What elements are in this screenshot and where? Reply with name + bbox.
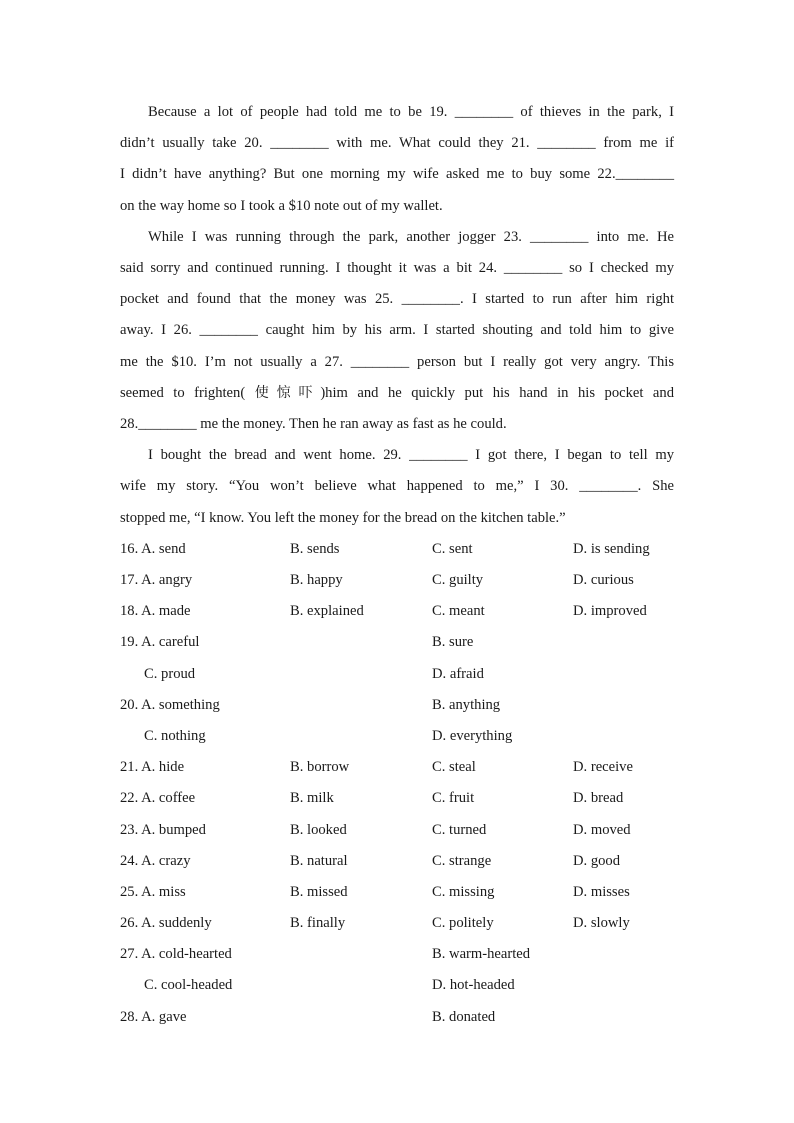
- question-row: [120, 565, 674, 596]
- option-b: B. happy: [290, 572, 343, 589]
- question-number: 27.: [120, 946, 139, 963]
- document-page: [120, 97, 674, 1033]
- option-b: B. sure: [432, 634, 474, 651]
- option-a: 27. A. cold-hearted: [120, 946, 232, 963]
- option-a: 20. A. something: [120, 696, 220, 713]
- option-d: D. moved: [573, 821, 631, 838]
- option-a: 21. A. hide: [120, 759, 185, 776]
- option-d: D. misses: [573, 883, 630, 900]
- question-row: [120, 752, 674, 783]
- option-a: 22. A. coffee: [120, 790, 196, 807]
- chinese-gloss: 使惊吓: [254, 384, 321, 401]
- option-c: C. proud: [144, 665, 196, 682]
- option-a: 19. A. careful: [120, 634, 200, 651]
- option-b: B. anything: [432, 696, 501, 713]
- question-number: 17.: [120, 572, 139, 589]
- question-number: 20.: [120, 696, 139, 713]
- question-row: [120, 970, 674, 1001]
- option-b: B. warm-hearted: [432, 946, 531, 963]
- question-number: 19.: [120, 634, 139, 651]
- option-b: B. finally: [290, 915, 346, 932]
- option-b: B. sends: [290, 540, 340, 557]
- question-number: 23.: [120, 821, 139, 838]
- passage-line: on the way home so I took a $10 note out of my wallet.: [120, 197, 443, 214]
- option-c: C. politely: [432, 915, 494, 932]
- passage: [120, 97, 674, 534]
- option-d: D. hot-headed: [432, 977, 515, 994]
- option-a: 23. A. bumped: [120, 821, 206, 838]
- question-row: [120, 815, 674, 846]
- passage-line: pocket and found that the money was 25. ________. I started to run after him right: [120, 291, 674, 308]
- question-row: [120, 721, 674, 752]
- question-row: [120, 939, 674, 970]
- option-d: D. receive: [573, 759, 633, 776]
- question-row: [120, 690, 674, 721]
- option-d: D. curious: [573, 572, 634, 589]
- option-b: B. explained: [290, 603, 364, 620]
- option-c: C. missing: [432, 883, 495, 900]
- option-c: C. fruit: [432, 790, 475, 807]
- passage-line: Because a lot of people had told me to be 19. ________ of thieves in the park, I: [148, 104, 674, 120]
- option-b: B. missed: [290, 883, 348, 900]
- question-row: [120, 1002, 674, 1033]
- option-b: B. looked: [290, 821, 347, 838]
- passage-line: [120, 378, 674, 409]
- option-b: B. donated: [432, 1008, 496, 1025]
- option-a: 25. A. miss: [120, 883, 186, 900]
- option-b: B. milk: [290, 790, 334, 807]
- option-c: C. strange: [432, 852, 492, 869]
- question-number: 25.: [120, 883, 139, 900]
- question-number: 24.: [120, 852, 139, 869]
- question-row: [120, 908, 674, 939]
- question-number: 21.: [120, 759, 139, 776]
- question-number: 26.: [120, 915, 139, 932]
- passage-line: I bought the bread and went home. 29. ________ I got there, I began to tell my: [148, 447, 674, 464]
- question-number: 18.: [120, 603, 139, 620]
- option-d: D. is sending: [573, 540, 650, 557]
- passage-line: away. I 26. ________ caught him by his arm. I started shouting and told him to give: [120, 322, 674, 339]
- answer-options: [120, 534, 674, 1033]
- option-c: C. cool-headed: [144, 977, 233, 994]
- option-b: B. natural: [290, 852, 348, 869]
- option-c: C. nothing: [144, 727, 206, 744]
- passage-line: didn’t usually take 20. ________ with me. What could they 21. ________ from me if: [120, 135, 674, 152]
- question-row: [120, 627, 674, 658]
- option-d: D. slowly: [573, 915, 630, 932]
- question-row: [120, 659, 674, 690]
- passage-text: )him and he quickly put his hand in his pocket and: [320, 384, 675, 401]
- option-a: 28. A. gave: [120, 1008, 187, 1025]
- question-row: [120, 596, 674, 627]
- option-a: 16. A. send: [120, 540, 186, 557]
- option-d: D. afraid: [432, 665, 484, 682]
- option-d: D. good: [573, 852, 621, 869]
- question-number: 16.: [120, 540, 139, 557]
- question-number: 22.: [120, 790, 139, 807]
- passage-line: While I was running through the park, another jogger 23. ________ into me. He: [148, 228, 674, 245]
- question-number: 28.: [120, 1008, 139, 1025]
- option-d: D. everything: [432, 727, 513, 744]
- option-c: C. turned: [432, 821, 487, 838]
- option-c: C. meant: [432, 603, 485, 620]
- passage-line: 28.________ me the money. Then he ran away as fast as he could.: [120, 416, 507, 433]
- option-c: C. steal: [432, 759, 476, 776]
- passage-text: seemed to frighten(: [120, 384, 246, 401]
- option-a: 17. A. angry: [120, 572, 193, 589]
- question-row: [120, 783, 674, 814]
- option-d: D. improved: [573, 603, 647, 620]
- option-a: 24. A. crazy: [120, 852, 191, 869]
- passage-line: wife my story. “You won’t believe what happened to me,” I 30. ________. She: [120, 478, 674, 495]
- option-d: D. bread: [573, 790, 624, 807]
- question-row: [120, 877, 674, 908]
- option-a: 26. A. suddenly: [120, 915, 212, 932]
- option-c: C. guilty: [432, 572, 484, 589]
- option-a: 18. A. made: [120, 603, 191, 620]
- option-c: C. sent: [432, 540, 473, 557]
- passage-line: said sorry and continued running. I thought it was a bit 24. ________ so I checked my: [120, 260, 674, 277]
- passage-line: stopped me, “I know. You left the money for the bread on the kitchen table.”: [120, 509, 566, 526]
- option-b: B. borrow: [290, 759, 350, 776]
- question-row: [120, 846, 674, 877]
- passage-line: I didn’t have anything? But one morning my wife asked me to buy some 22.________: [120, 166, 674, 183]
- question-row: [120, 534, 674, 565]
- passage-line: me the $10. I’m not usually a 27. ________ person but I really got very angry. This: [120, 353, 674, 370]
